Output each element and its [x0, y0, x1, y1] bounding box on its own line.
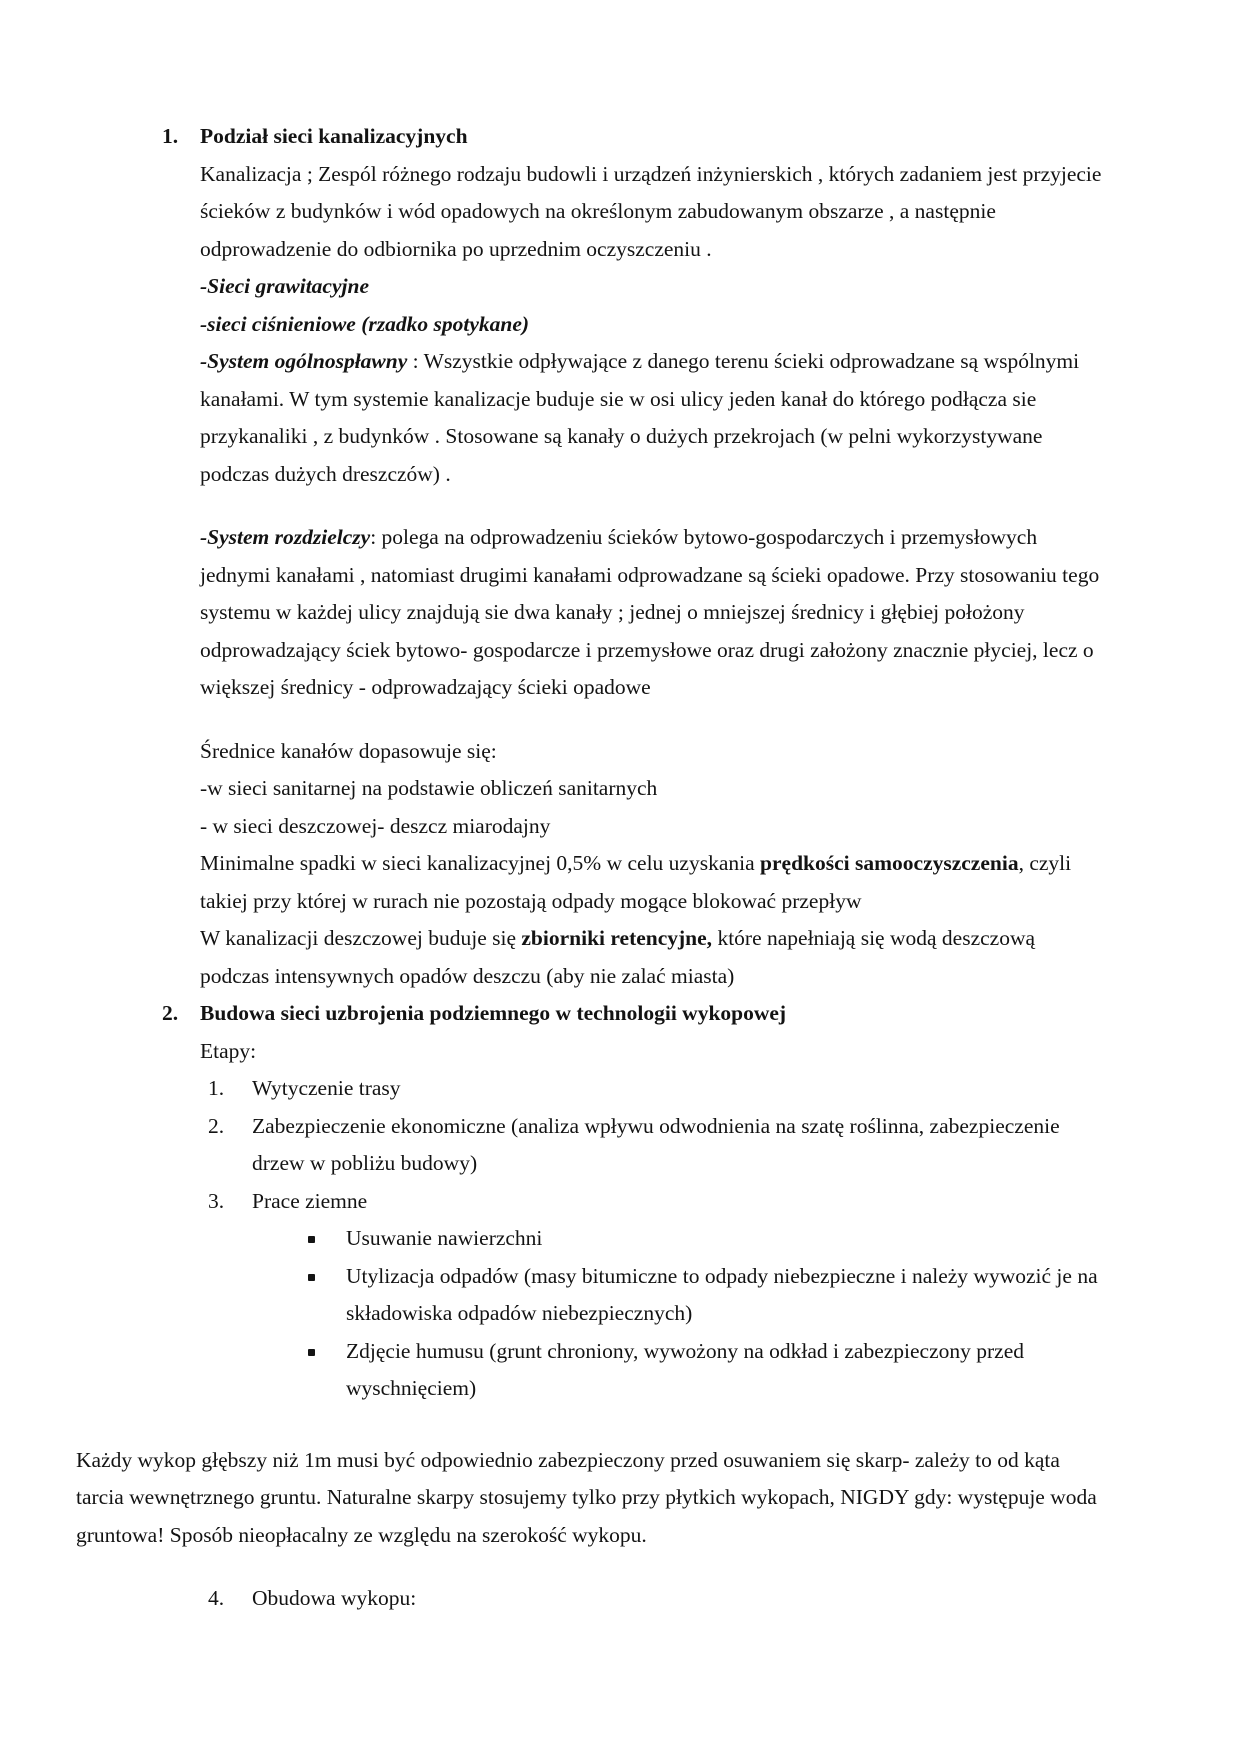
etapy-item-2-marker: 2.: [208, 1113, 225, 1138]
prace-ziemne-bullet-list: [200, 1220, 1102, 1408]
wykop-safety-paragraph: Każdy wykop głębszy niż 1m musi być odpowiednio zabezpieczony przed osuwaniem się skarp- zależy to od kąta tarcia wewnętrznego gruntu. Naturalne skarpy stosujemy tylko przy płytkich wykopach, NIGDY gdy: występuje woda gruntowa! Sposób nieopłacalny ze względu na szerokość wykopu.: [76, 1447, 1097, 1547]
etapy-item-3-text: Prace ziemne: [252, 1188, 368, 1213]
paragraph-gap: [200, 493, 1102, 519]
self-cleaning-speed-bold: prędkości samooczyszczenia: [760, 851, 1019, 875]
system-rozdzielczy-label: -System rozdzielczy: [200, 525, 371, 549]
bullet-dot-icon: [308, 1236, 315, 1243]
etapy-list: [200, 1070, 1102, 1220]
retention-paragraph: [200, 920, 1102, 995]
etapy-item-3: [200, 1183, 1102, 1221]
minimal-slopes-post: , czyli takiej przy której w rurach nie pozostają odpady mogące blokować przepływ: [200, 851, 1072, 913]
final-gap: [138, 1554, 1102, 1580]
system-rozdzielczy-text: : polega na odprowadzeniu ścieków bytowo-gospodarczych i przemysłowych jednymi kanałami , natomiast drugimi kanałami odprowadzane są ścieki opadowe. Przy stosowaniu tego systemu w każdej ulicy znajdują sie dwa kanały ; jednej o mniejszej średnicy i głębiej położony odprowadzający ściek bytowo- gospodarcze i przemysłowe oraz drugi założony znacznie płyciej, lecz o większej średnicy - odprowadzający ścieki opadowe: [200, 525, 1100, 699]
bullet-dot-icon: [308, 1349, 315, 1356]
etapy-item-4-marker: 4.: [208, 1586, 225, 1610]
system-rozdzielczy-paragraph: [200, 519, 1102, 707]
final-step-list: [138, 1580, 1102, 1618]
minimal-slopes-paragraph: [200, 845, 1102, 920]
section-1-number: 1.: [162, 124, 179, 148]
network-type-pressure: -sieci ciśnieniowe (rzadko spotykane): [200, 311, 530, 336]
etapy-label: Etapy:: [200, 1038, 257, 1063]
section-2: [138, 995, 1102, 1408]
minimal-slopes-pre: Minimalne spadki w sieci kanalizacyjnej 0,5% w celu uzyskania: [200, 851, 761, 875]
section-2-number: 2.: [162, 1001, 179, 1025]
retention-pre: W kanalizacji deszczowej buduje się: [200, 926, 522, 950]
etapy-item-2: [200, 1108, 1102, 1183]
system-rozdzielczy-block: [200, 519, 1102, 707]
prace-ziemne-bullet-3: [290, 1333, 1102, 1408]
prace-ziemne-bullet-3-text: Zdjęcie humusu (grunt chroniony, wywożony na odkład i zabezpieczony przed wyschnięciem): [346, 1338, 1025, 1400]
srednice-item-stormwater: - w sieci deszczowej- deszcz miarodajny: [200, 813, 551, 838]
etapy-item-1-marker: 1.: [208, 1076, 225, 1100]
document-body: [76, 118, 1102, 1618]
prace-ziemne-bullet-2: [290, 1258, 1102, 1333]
section-1-intro-paragraph: Kanalizacja ; Zespól różnego rodzaju budowli i urządzeń inżynierskich , których zadaniem jest przyjecie ścieków z budynków i wód opadowych na określonym zabudowanym obszarze , a następnie odprowadzenie do odbiornika po uprzednim oczyszczeniu .: [200, 161, 1102, 261]
retention-tanks-bold: zbiorniki retencyjne,: [521, 926, 713, 950]
paragraph-gap-2: [200, 707, 1102, 733]
bullet-dot-icon: [308, 1274, 315, 1281]
etapy-item-1: [200, 1070, 1102, 1108]
etapy-item-4-text: Obudowa wykopu:: [252, 1586, 417, 1610]
etapy-item-2-text: Zabezpieczenie ekonomiczne (analiza wpływu odwodnienia na szatę roślinna, zabezpieczenie drzew w pobliżu budowy): [252, 1113, 1060, 1175]
section-1-title: Podział sieci kanalizacyjnych: [200, 124, 468, 148]
network-type-gravity: -Sieci grawitacyjne: [200, 274, 369, 298]
prace-ziemne-bullet-1-text: Usuwanie nawierzchni: [346, 1226, 543, 1250]
prace-ziemne-bullet-1: [290, 1220, 1102, 1258]
etapy-item-1-text: Wytyczenie trasy: [252, 1076, 401, 1100]
retention-post: które napełniają się wodą deszczową podczas intensywnych opadów deszczu (aby nie zalać miasta): [200, 926, 1036, 988]
etapy-item-3-marker: 3.: [208, 1188, 225, 1213]
section-gap: [138, 1408, 1102, 1442]
section-2-title: Budowa sieci uzbrojenia podziemnego w technologii wykopowej: [200, 1001, 787, 1025]
system-ogolnosplawny-text: : Wszystkie odpływające z danego terenu ścieki odprowadzane są wspólnymi kanałami. W tym systemie kanalizacje buduje sie w osi ulicy jeden kanał do którego podłącza sie przykanaliki , z budynków . Stosowane są kanały o dużych przekrojach (w pelni wykorzystywane podczas dużych dreszczów) .: [200, 349, 1080, 486]
srednice-item-sanitary: -w sieci sanitarnej na podstawie obliczeń sanitarnych: [200, 776, 658, 800]
section-1: [138, 118, 1102, 995]
srednice-heading: Średnice kanałów dopasowuje się:: [200, 738, 497, 763]
system-ogolnosplawny-label: -System ogólnospławny: [200, 349, 408, 373]
etapy-item-4: [200, 1580, 1102, 1618]
system-ogolnosplawny-paragraph: [200, 343, 1102, 493]
prace-ziemne-bullet-2-text: Utylizacja odpadów (masy bitumiczne to odpady niebezpieczne i należy wywozić je na składowiska odpadów niebezpiecznych): [346, 1263, 1098, 1325]
